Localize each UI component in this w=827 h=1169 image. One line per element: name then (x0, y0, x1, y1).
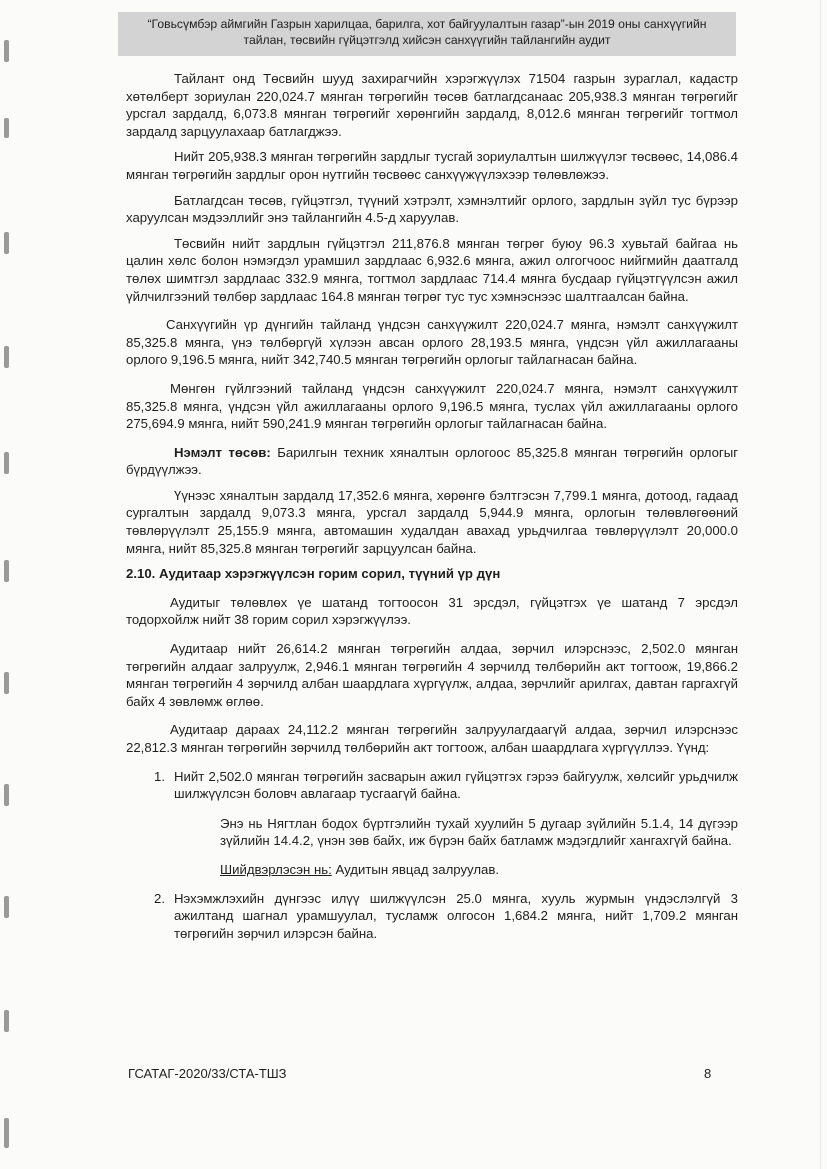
resolution-text: Аудитын явцад залруулав. (331, 861, 500, 877)
paragraph-budget-program: Тайлант онд Төсвийн шууд захирагчийн хэрэгжүүлэх 71504 газрын зураглал, кадастр хөтөлберт зориулан 220,024.7 мянган төгрөгийн төсөв батлагдсанаас 205,938.3 мянган төгрөгийг урсгал зардалд, 6,073.8 мянган төгрөгийг хөрөнгийн зардалд, 8,012.6 мянган төгрөгийг тогтмол зардалд зарцуулахаар батлагджээ. (126, 71, 738, 139)
page-edge (820, 0, 821, 1169)
paragraph-budget-reference: Батлагдсан төсөв, гүйцэтгэл, түүний хэтрэлт, хэмнэлтийг орлого, зардлын зүйл тус бүрээр харуулсан мэдээллийг энэ тайлангийн 4.5-д харуулав. (126, 192, 738, 226)
binding-mark (4, 1118, 9, 1148)
paragraph-financial-results: Санхүүгийн үр дүнгийн тайланд үндсэн санхүүжилт 220,024.7 мянга, нэмэлт санхүүжилт 85,325.8 мянга, үнэ төлбөргүй хүлээн авсан орлого 28,193.5 мянга, үндсэн үйл ажиллагааны орлого 9,196.5 мянга, нийт 342,740.5 мянган төгрөгийн орлогыг тайлагнасан байна. (126, 317, 738, 368)
binding-mark (4, 672, 9, 694)
binding-mark (4, 346, 9, 368)
additional-budget-label: Нэмэлт төсөв: (174, 444, 271, 460)
paragraph-cash-flow: Мөнгөн гүйлгээний тайланд үндсэн санхүүжилт 220,024.7 мянга, нэмэлт санхүүжилт 85,325.8 мянга, үндсэн үйл ажиллагааны орлого 9,196.5 мянга, туслах үйл ажиллагааны орлого 275,694.9 мянга, нийт 590,241.9 мянган төгрөгийн орлогыг тайлагнасан байна. (126, 380, 738, 432)
binding-mark (4, 40, 9, 62)
page-header (118, 12, 736, 56)
paragraph-uncorrected-errors: Аудитаар дараах 24,112.2 мянган төгрөгийн залруулагдаагүй алдаа, зөрчил илэрснээс 22,812.3 мянган төгрөгийн зөрчилд төлбөрийн акт тогтоож, албан шаардлага хүргүүллээ. Үүнд: (126, 722, 738, 755)
resolution-label: Шийдвэрлэсэн нь: (220, 861, 332, 877)
page-number: 8 (704, 1066, 712, 1081)
document-code: ГСАТАГ-2020/33/СТА-ТШЗ (128, 1066, 287, 1081)
paragraph-funding-sources: Нийт 205,938.3 мянган төгрөгийн зардлыг тусгай зориулалтын шилжүүлэг төсвөөс, 14,086.4 мянган төгрөгийн зардлыг орон нутгийн төсвөөс санхүүжүүлэхээр төлөвлөжээ. (126, 149, 738, 182)
finding-number: 1. (154, 768, 165, 784)
binding-mark (4, 560, 9, 582)
finding-legal-reference: Энэ нь Нягтлан бодох бүртгэлийн тухай хуулийн 5 дугаар зүйлийн 5.1.4, 14 дүгээр зүйлийн 14.4.2, үнэн зөв байх, иж бүрэн байх батламж мэдэгдлийг хангахгүй байна. (220, 815, 738, 849)
finding-text: Нийт 2,502.0 мянган төгрөгийн засварын ажил гүйцэтгэх гэрээ байгуулж, хөлсийг урьдчилж шилжүүлсэн боловч авлагаар тусгаагүй байна. (174, 768, 738, 802)
header-line-1: “Говьсүмбэр аймгийн Газрын харилцаа, барилга, хот байгуулалтын газар”-ын 2019 оны санхүүгийн (147, 17, 707, 31)
additional-budget-text: Барилгын техник хяналтын орлогоос 85,325.8 мянган төгрөгийн орлогыг бүрдүүлжээ. (126, 444, 739, 478)
header-line-2: тайлан, төсвийн гүйцэтгэлд хийсэн санхүүгийн тайлангийн аудит (243, 33, 611, 47)
finding-resolution (126, 861, 738, 879)
paragraph-expense-performance: Төсвийн нийт зардлын гүйцэтгэл 211,876.8 мянган төгрөг буюу 96.3 хувьтай байгаа нь цалин хөлс болон нэмэгдэл урамшил зардлаас 6,932.6 мянга, ажил олгогчоос нийгмийн даатгалд төлөх шимтгэл зардлаас 332.9 мянга, тогтмол зардлаас 714.4 мянга бусдаар гүйцэтгүүлсэн ажил үйлчилгээний төлбөр зардлаас 164.8 мянган төгрөг тус тус хэмнэснээс шалтгаалсан байна. (126, 235, 738, 304)
paragraph-risk-tests: Аудитыг төлөвлөх үе шатанд тогтоосон 31 эрсдэл, гүйцэтгэх үе шатанд 7 эрсдэл тодорхойлж нийт 38 горим сорил хэрэгжүүлээ. (126, 594, 738, 628)
finding-number: 2. (154, 890, 165, 906)
paragraph-audit-findings: Аудитаар нийт 26,614.2 мянган төгрөгийн алдаа, зөрчил илэрснээс, 2,502.0 мянган төгрөгийн алдааг залруулж, 2,946.1 мянган төгрөгийн 4 зөрчилд төлбөрийн акт тогтоож, 19,866.2 мянган төгрөгийн 4 зөрчилд албан шаардлага хүргүүлж, алдаа, зөрчлийг арилгах, давтан гаргахгүй байх 4 зөвлөмж өглөө. (126, 641, 738, 709)
binding-mark (4, 452, 9, 474)
main-content (126, 70, 738, 954)
section-title: 2.10. Аудитаар хэрэгжүүлсэн горим сорил, түүний үр дүн (126, 566, 501, 582)
binding-mark (4, 784, 9, 806)
binding-mark (4, 1010, 9, 1032)
binding-margin (0, 0, 14, 1169)
finding-item-2 (126, 890, 738, 943)
paragraph-additional-spending: Үүнээс хяналтын зардалд 17,352.6 мянга, хөрөнгө бэлтгэсэн 7,799.1 мянга, дотоод, гадаад сургалтын зардалд 9,073.3 мянга, урсгал зардалд 5,944.9 мянга, орлогын төлөвлөгөөний төвлөрүүлэлт 25,155.9 мянга, автомашин худалдан авахад урьдчилгаа төвлөрүүлэлт 20,000.0 мянга, нийт 85,325.8 мянган төгрөгийг зарцуулсан байна. (126, 487, 738, 556)
paragraph-additional-budget (126, 444, 738, 479)
binding-mark (4, 232, 9, 254)
finding-text: Нэхэмжлэхийн дүнгээс илүү шилжүүлсэн 25.0 мянга, хууль журмын үндэслэлгүй 3 ажилтанд шагнал урамшуулал, тусламж олгосон 1,684.2 мянга, нийт 1,709.2 мянган төгрөгийн зөрчил илэрсэн байна. (174, 890, 738, 941)
binding-mark (4, 896, 9, 918)
finding-item-1 (126, 768, 738, 803)
binding-mark (4, 118, 9, 138)
